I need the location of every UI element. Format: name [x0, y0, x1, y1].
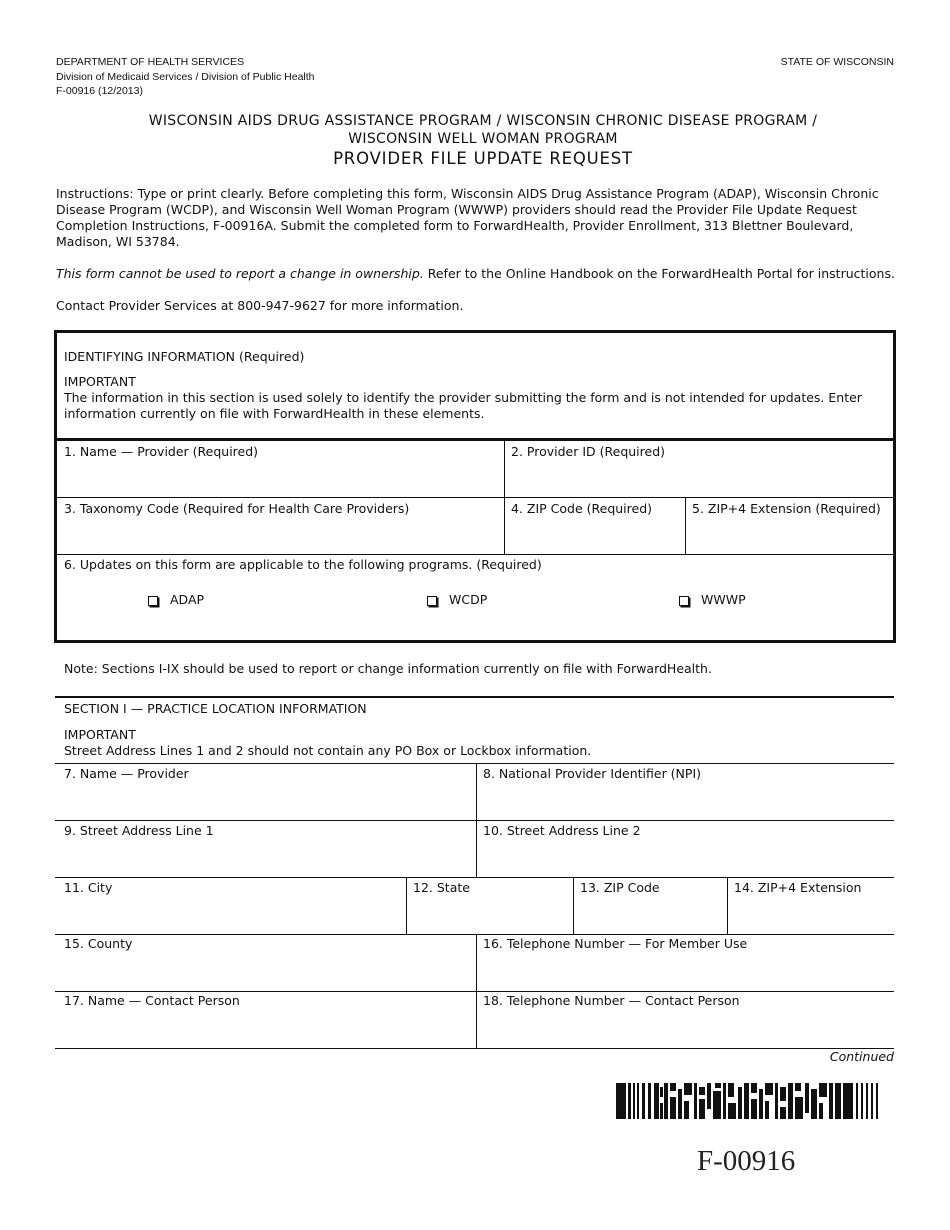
- section1-note: Street Address Lines 1 and 2 should not contain any PO Box or Lockbox information.: [64, 743, 592, 758]
- provider-name-label: 1. Name — Provider (Required): [64, 444, 259, 459]
- zip-code-label: 4. ZIP Code (Required): [511, 501, 653, 516]
- taxonomy-code-label: 3. Taxonomy Code (Required for Health Care Providers): [64, 501, 410, 516]
- programs-label: 6. Updates on this form are applicable to the following programs. (Required): [64, 557, 542, 572]
- wcdp-label: WCDP: [449, 592, 488, 607]
- adap-label: ADAP: [170, 592, 205, 607]
- wcdp-checkbox[interactable]: [427, 596, 437, 606]
- department-name: DEPARTMENT OF HEALTH SERVICES: [56, 56, 245, 68]
- instructions-line1: Instructions: Type or print clearly. Before completing this form, Wisconsin AIDS Drug Assistance Program (ADAP), Wisconsin Chronic: [56, 186, 879, 201]
- note-text: Sections I-IX should be used to report or change information currently on file with ForwardHealth.: [97, 661, 712, 676]
- city-label: 11. City: [64, 880, 113, 895]
- form-id-date: F-00916 (12/2013): [56, 85, 143, 97]
- program-title-line2: WISCONSIN WELL WOMAN PROGRAM: [348, 131, 618, 147]
- continued-text: Continued: [829, 1049, 894, 1064]
- program-wcdp[interactable]: [427, 592, 487, 608]
- identifying-important: IMPORTANT: [64, 374, 136, 389]
- barcode-graphic: [616, 1083, 880, 1119]
- npi-label: 8. National Provider Identifier (NPI): [483, 766, 702, 781]
- street-address-2-label: 10. Street Address Line 2: [483, 823, 641, 838]
- wwwp-checkbox[interactable]: [679, 596, 689, 606]
- street-address-1-label: 9. Street Address Line 1: [64, 823, 214, 838]
- section1-important: IMPORTANT: [64, 727, 136, 742]
- contact-info: Contact Provider Services at 800-947-9627 for more information.: [56, 298, 464, 313]
- provider-id-label: 2. Provider ID (Required): [511, 444, 666, 459]
- program-wwwp[interactable]: [679, 592, 746, 608]
- identifying-heading: IDENTIFYING INFORMATION (Required): [64, 349, 305, 364]
- barcode: [616, 1083, 880, 1119]
- program-title-line1: WISCONSIN AIDS DRUG ASSISTANCE PROGRAM / WISCONSIN CHRONIC DISEASE PROGRAM /: [148, 113, 818, 129]
- form-number: F-00916: [697, 1145, 796, 1177]
- note-bold: Note:: [64, 661, 98, 676]
- ownership-rest: Refer to the Online Handbook on the ForwardHealth Portal for instructions.: [423, 266, 895, 281]
- ownership-italic: This form cannot be used to report a change in ownership.: [56, 266, 424, 281]
- ownership-notice: [56, 266, 895, 282]
- section1-heading: SECTION I — PRACTICE LOCATION INFORMATION: [64, 701, 367, 716]
- practice-zip-label: 13. ZIP Code: [580, 880, 660, 895]
- identifying-note-line1: The information in this section is used solely to identify the provider submitting the form and is not intended for updates. Enter: [64, 390, 862, 405]
- contact-phone-label: 18. Telephone Number — Contact Person: [483, 993, 740, 1008]
- county-label: 15. County: [64, 936, 133, 951]
- state-name: STATE OF WISCONSIN: [780, 56, 894, 68]
- practice-name-label: 7. Name — Provider: [64, 766, 189, 781]
- instructions-line2: Disease Program (WCDP), and Wisconsin Well Woman Program (WWWP) providers should read the Provider File Update Request: [56, 202, 857, 217]
- wwwp-label: WWWP: [701, 592, 746, 607]
- instructions-line4: Madison, WI 53784.: [56, 234, 180, 249]
- member-phone-label: 16. Telephone Number — For Member Use: [483, 936, 748, 951]
- division-names: Division of Medicaid Services / Division of Public Health: [56, 71, 315, 83]
- sections-note: [64, 661, 712, 677]
- practice-zip4-label: 14. ZIP+4 Extension: [734, 880, 862, 895]
- contact-name-label: 17. Name — Contact Person: [64, 993, 240, 1008]
- adap-checkbox[interactable]: [148, 596, 158, 606]
- program-adap[interactable]: [148, 592, 204, 608]
- form-title: PROVIDER FILE UPDATE REQUEST: [333, 149, 633, 168]
- zip4-extension-label: 5. ZIP+4 Extension (Required): [692, 501, 881, 516]
- instructions-line3: Completion Instructions, F-00916A. Submit the completed form to ForwardHealth, Provider Enrollment, 313 Blettner Boulevard,: [56, 218, 854, 233]
- identifying-note-line2: information currently on file with ForwardHealth in these elements.: [64, 406, 485, 421]
- section1-top-rule: [55, 696, 894, 698]
- state-label: 12. State: [413, 880, 470, 895]
